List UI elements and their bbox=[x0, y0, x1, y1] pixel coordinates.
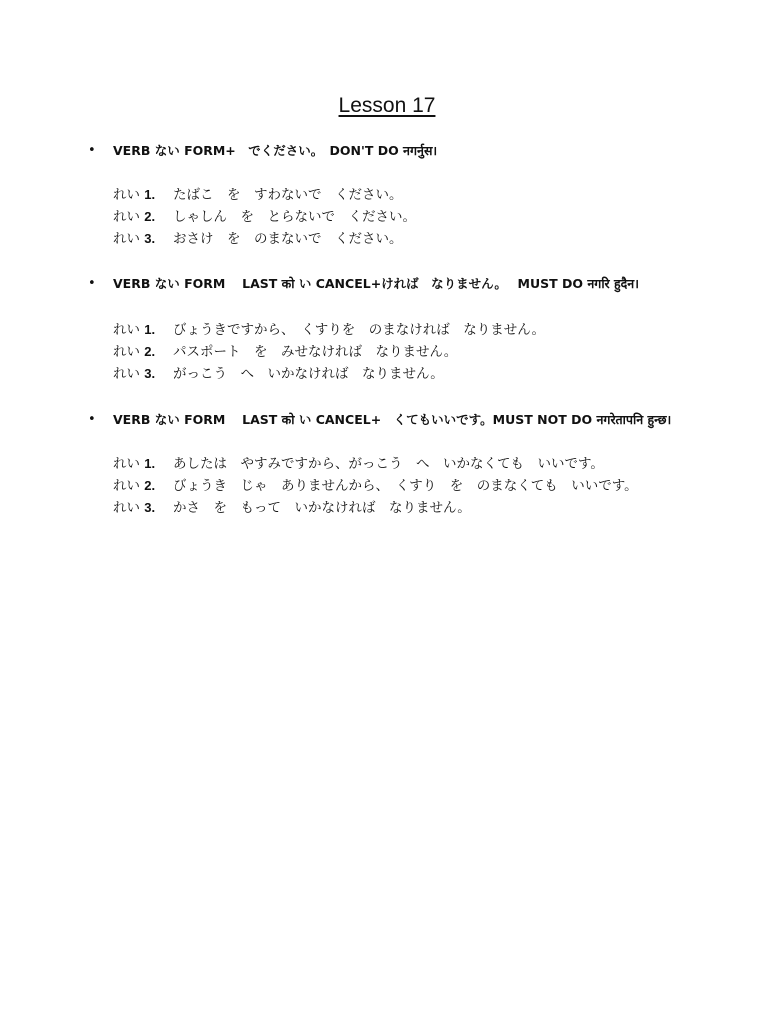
rule-text: VERB ない FORM+ でください。 DON'T DO नगर्नुस। bbox=[113, 143, 438, 158]
rule-text: VERB ない FORM LAST को い CANCEL+ければ なりません。 MUST DO नगरि हुदैन। bbox=[113, 276, 639, 291]
example-line bbox=[113, 230, 748, 248]
example-prefix: れい bbox=[113, 187, 140, 203]
example-line bbox=[113, 365, 748, 383]
bullet-icon: • bbox=[88, 412, 96, 427]
example-prefix: れい bbox=[113, 322, 140, 338]
example-number: 2. bbox=[144, 478, 156, 493]
example-line bbox=[113, 321, 748, 339]
example-number: 3. bbox=[144, 366, 156, 381]
example-text: しゃしん を とらないで ください。 bbox=[173, 209, 416, 225]
example-prefix: れい bbox=[113, 456, 140, 472]
example-line bbox=[113, 477, 748, 495]
example-prefix: れい bbox=[113, 478, 140, 494]
bullet-icon: • bbox=[88, 276, 96, 291]
example-line bbox=[113, 499, 748, 517]
page-title: Lesson 17 bbox=[338, 94, 436, 117]
example-prefix: れい bbox=[113, 500, 140, 516]
example-prefix: れい bbox=[113, 209, 140, 225]
example-number: 1. bbox=[144, 187, 156, 202]
example-number: 1. bbox=[144, 322, 156, 337]
bullet-icon: • bbox=[88, 143, 96, 158]
example-text: あしたは やすみですから、がっこう へ いかなくても いいです。 bbox=[173, 456, 604, 472]
rule-text: VERB ない FORM LAST को い CANCEL+ くてもいいです。MUST NOT DO नगरेतापनि हुन्छ। bbox=[113, 412, 672, 427]
example-text: がっこう へ いかなければ なりません。 bbox=[173, 366, 444, 382]
example-line bbox=[113, 208, 748, 226]
example-line bbox=[113, 343, 748, 361]
example-prefix: れい bbox=[113, 344, 140, 360]
example-number: 3. bbox=[144, 500, 156, 515]
example-number: 1. bbox=[144, 456, 156, 471]
example-text: おさけ を のまないで ください。 bbox=[173, 231, 403, 247]
example-number: 3. bbox=[144, 231, 156, 246]
example-number: 2. bbox=[144, 344, 156, 359]
example-text: びょうき じゃ ありませんから、 くすり を のまなくても いいです。 bbox=[173, 478, 638, 494]
example-text: びょうきですから、 くすりを のまなければ なりません。 bbox=[173, 322, 546, 338]
example-line bbox=[113, 186, 748, 204]
example-number: 2. bbox=[144, 209, 156, 224]
example-prefix: れい bbox=[113, 366, 140, 382]
example-text: パスポート を みせなければ なりません。 bbox=[173, 344, 458, 360]
example-line bbox=[113, 455, 748, 473]
example-text: かさ を もって いかなければ なりません。 bbox=[173, 500, 471, 516]
example-prefix: れい bbox=[113, 231, 140, 247]
example-text: たばこ を すわないで ください。 bbox=[173, 187, 403, 203]
